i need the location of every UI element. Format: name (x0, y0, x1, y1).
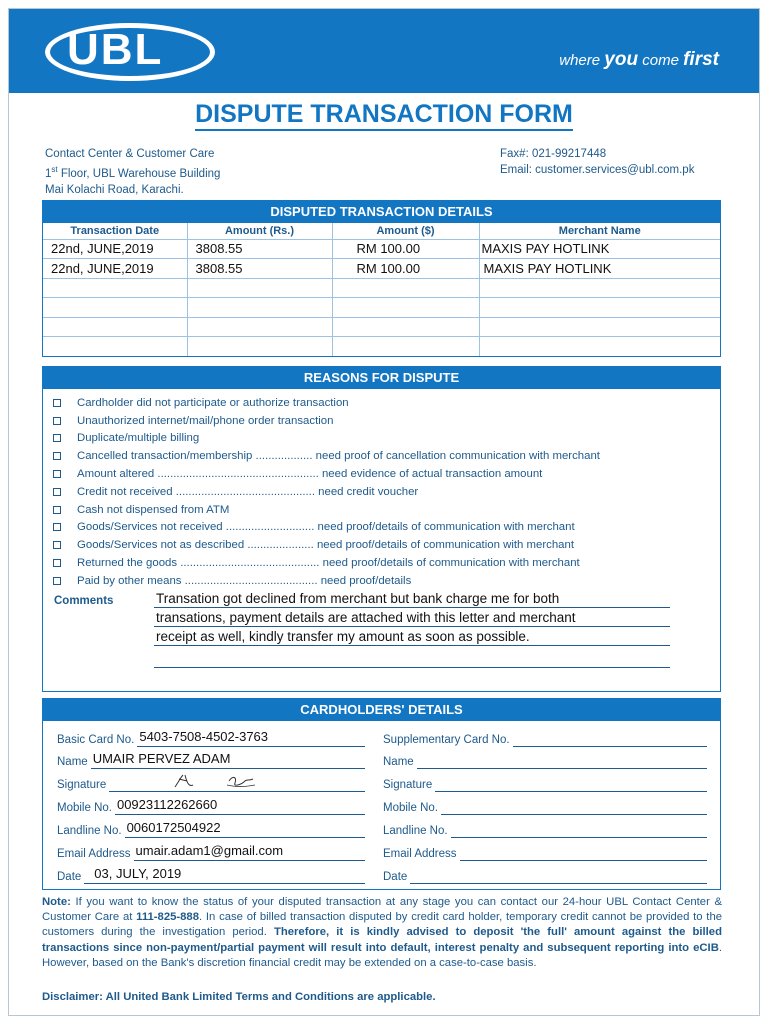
cell-amount-usd[interactable] (332, 317, 479, 337)
checkbox[interactable] (53, 417, 61, 425)
field-label: Name (57, 756, 88, 768)
cardholders-section (42, 698, 721, 890)
email-input[interactable]: umair.adam1@gmail.com (134, 843, 365, 861)
cell-merchant[interactable]: MAXIS PAY HOTLINK (479, 259, 720, 279)
table-row (43, 239, 720, 259)
date-field (57, 866, 365, 884)
checkbox[interactable] (53, 506, 61, 514)
cell-amount-usd[interactable]: RM 100.00 (332, 239, 479, 259)
reason-item (53, 465, 600, 483)
form-title-text: DISPUTE TRANSACTION FORM (195, 100, 573, 131)
checkbox[interactable] (53, 541, 61, 549)
col-transaction-date: Transaction Date (43, 223, 187, 239)
basic-card-field (57, 729, 365, 747)
reason-item (53, 519, 600, 537)
cell-amount-rs[interactable] (187, 278, 332, 298)
cell-merchant[interactable]: MAXIS PAY HOTLINK (479, 239, 720, 259)
reason-label: Amount altered ................................................... need evidence of actual transaction amount (77, 468, 543, 481)
field-label: Date (383, 871, 408, 883)
helpline-number: 111-825-888 (136, 911, 199, 924)
field-label: Mobile No. (383, 802, 438, 814)
name-field (57, 751, 365, 769)
supp-email-field (383, 843, 707, 861)
checkbox[interactable] (53, 399, 61, 407)
handwritten-signature (171, 771, 261, 793)
table-header-row (43, 223, 720, 239)
email-field (57, 843, 365, 861)
cell-amount-rs[interactable] (187, 298, 332, 318)
reason-label: Returned the goods ............................................ need proof/details of communication with merchant (77, 557, 580, 570)
tagline-you: you (604, 49, 639, 70)
reason-label: Goods/Services not as described ..................... need proof/details of communication with merchant (77, 539, 574, 552)
supp-signature-input[interactable] (435, 774, 707, 792)
supplementary-card-input[interactable] (513, 729, 707, 747)
tagline-come: come (642, 52, 679, 69)
checkbox[interactable] (53, 577, 61, 585)
note-text-1: If you want to know the status of your disputed transaction at any stage you can contact our 24-hour UBL Contact Center & Customer Care at (42, 896, 722, 924)
header-banner (9, 9, 759, 93)
cell-date[interactable] (43, 278, 187, 298)
floor-rest: Floor, UBL Warehouse Building (57, 167, 221, 180)
transactions-table (43, 223, 720, 356)
section-heading-reasons: REASONS FOR DISPUTE (43, 367, 720, 389)
checkbox[interactable] (53, 488, 61, 496)
cell-amount-usd[interactable] (332, 337, 479, 357)
field-label: Signature (383, 779, 433, 791)
cell-merchant[interactable] (479, 278, 720, 298)
supp-mobile-field (383, 797, 707, 815)
disclaimer: Disclaimer: All United Bank Limited Terms and Conditions are applicable. (42, 991, 436, 1003)
checkbox[interactable] (53, 559, 61, 567)
field-label: Mobile No. (57, 802, 112, 814)
reason-item (53, 554, 600, 572)
table-row (43, 278, 720, 298)
table-row (43, 259, 720, 279)
cell-merchant[interactable] (479, 298, 720, 318)
note-text-2: . In case of billed transaction disputed by credit card holder, temporary credit cannot be provided to the customers during the investigation period. (42, 911, 723, 939)
reasons-section (42, 366, 721, 692)
table-row (43, 337, 720, 357)
logo-text: UBL (67, 25, 164, 74)
supp-landline-field (383, 820, 707, 838)
col-amount-usd: Amount ($) (332, 223, 479, 239)
basic-card-input[interactable]: 5403-7508-4502-3763 (137, 729, 365, 747)
checkbox[interactable] (53, 523, 61, 531)
field-label: Signature (57, 779, 107, 791)
comments-line-1[interactable]: Transation got declined from merchant but bank charge me for both (154, 589, 670, 608)
mobile-input[interactable]: 00923112262660 (115, 797, 365, 815)
reason-item (53, 501, 600, 519)
checkbox[interactable] (53, 434, 61, 442)
cell-date[interactable] (43, 298, 187, 318)
reason-item (53, 394, 600, 412)
comments-line-3[interactable]: receipt as well, kindly transfer my amount as soon as possible. (154, 627, 670, 646)
supp-date-input[interactable] (410, 866, 707, 884)
disputed-transactions-section (42, 200, 721, 357)
tagline (559, 49, 719, 71)
reasons-list (53, 394, 600, 590)
contact-line-3: Mai Kolachi Road, Karachi. (45, 183, 184, 196)
note-text-3: . However, based on the Bank's discretion financial credit may be extended on a case-to-case basis. (42, 941, 722, 969)
table-row (43, 298, 720, 318)
field-label: Email Address (57, 848, 131, 860)
cell-date[interactable] (43, 317, 187, 337)
supp-signature-field (383, 774, 707, 792)
cell-amount-usd[interactable] (332, 298, 479, 318)
cell-merchant[interactable] (479, 337, 720, 357)
field-label: Supplementary Card No. (383, 734, 510, 746)
section-heading-cardholders: CARDHOLDERS' DETAILS (43, 699, 720, 721)
supp-date-field (383, 866, 707, 884)
supp-mobile-input[interactable] (441, 797, 707, 815)
comments-line-4[interactable] (154, 649, 670, 668)
reason-item (53, 412, 600, 430)
col-merchant-name: Merchant Name (479, 223, 720, 239)
reason-label: Cardholder did not participate or authorize transaction (77, 396, 349, 409)
contact-address (45, 146, 220, 198)
reason-item (53, 572, 600, 590)
floor-number: 1 (45, 167, 52, 180)
note-paragraph (42, 895, 722, 971)
reason-label: Duplicate/multiple billing (77, 432, 200, 445)
cell-amount-rs[interactable] (187, 317, 332, 337)
comments-line-2[interactable]: transations, payment details are attached with this letter and merchant (154, 608, 670, 627)
comments-label: Comments (54, 595, 114, 607)
reason-label: Unauthorized internet/mail/phone order transaction (77, 414, 334, 427)
landline-input[interactable]: 0060172504922 (125, 820, 365, 838)
reason-item (53, 430, 600, 448)
cell-date[interactable]: 22nd, JUNE,2019 (43, 259, 187, 279)
section-heading-transactions: DISPUTED TRANSACTION DETAILS (43, 201, 720, 223)
reason-label: Credit not received ............................................ need credit voucher (77, 485, 419, 498)
cell-amount-rs[interactable] (187, 337, 332, 357)
note-bold-advice: Therefore, it is kindly advised to deposit 'the full' amount against the billed transactions since non-payment/partial payment will result into default, interest penalty and subsequent reporting into eCIB (42, 926, 722, 954)
tagline-where: where (559, 52, 601, 69)
field-label: Name (383, 756, 414, 768)
cell-date[interactable]: 22nd, JUNE,2019 (43, 239, 187, 259)
col-amount-rs: Amount (Rs.) (187, 223, 332, 239)
cell-amount-usd[interactable] (332, 278, 479, 298)
supp-name-field (383, 751, 707, 769)
mobile-field (57, 797, 365, 815)
cell-amount-rs[interactable]: 3808.55 (187, 259, 332, 279)
supp-name-input[interactable] (417, 751, 707, 769)
reason-item (53, 536, 600, 554)
field-label: Basic Card No. (57, 734, 135, 746)
contact-numbers (500, 146, 694, 178)
reason-label: Cancelled transaction/membership .................. need proof of cancellation communication with merchant (77, 450, 600, 463)
field-label: Email Address (383, 848, 457, 860)
supplementary-card-field (383, 729, 707, 747)
contact-line-1: Contact Center & Customer Care (45, 148, 215, 160)
cell-merchant[interactable] (479, 317, 720, 337)
supp-email-input[interactable] (460, 843, 707, 861)
form-title (0, 100, 768, 129)
tagline-first: first (683, 49, 719, 70)
fax-number: Fax#: 021-99217448 (500, 148, 607, 160)
landline-field (57, 820, 365, 838)
field-label: Date (57, 871, 82, 883)
reason-label: Cash not dispensed from ATM (77, 503, 230, 516)
table-row (43, 317, 720, 337)
contact-email: Email: customer.services@ubl.com.pk (500, 164, 695, 176)
ubl-logo (45, 17, 220, 83)
cell-amount-rs[interactable]: 3808.55 (187, 239, 332, 259)
field-label: Landline No. (383, 825, 448, 837)
checkbox[interactable] (53, 452, 61, 460)
field-label: Landline No. (57, 825, 122, 837)
contact-line-2 (45, 162, 220, 182)
reason-item (53, 447, 600, 465)
reason-item (53, 483, 600, 501)
checkbox[interactable] (53, 470, 61, 478)
supp-landline-input[interactable] (451, 820, 707, 838)
floor-suffix: st (51, 165, 58, 174)
date-input[interactable]: 03, JULY, 2019 (84, 866, 365, 884)
cell-amount-usd[interactable]: RM 100.00 (332, 259, 479, 279)
cell-date[interactable] (43, 337, 187, 357)
reason-label: Paid by other means .......................................... need proof/details (77, 574, 412, 587)
note-label: Note: (42, 896, 71, 908)
name-input[interactable]: UMAIR PERVEZ ADAM (91, 751, 365, 769)
reason-label: Goods/Services not received ............................ need proof/details of communication with merchant (77, 521, 575, 534)
